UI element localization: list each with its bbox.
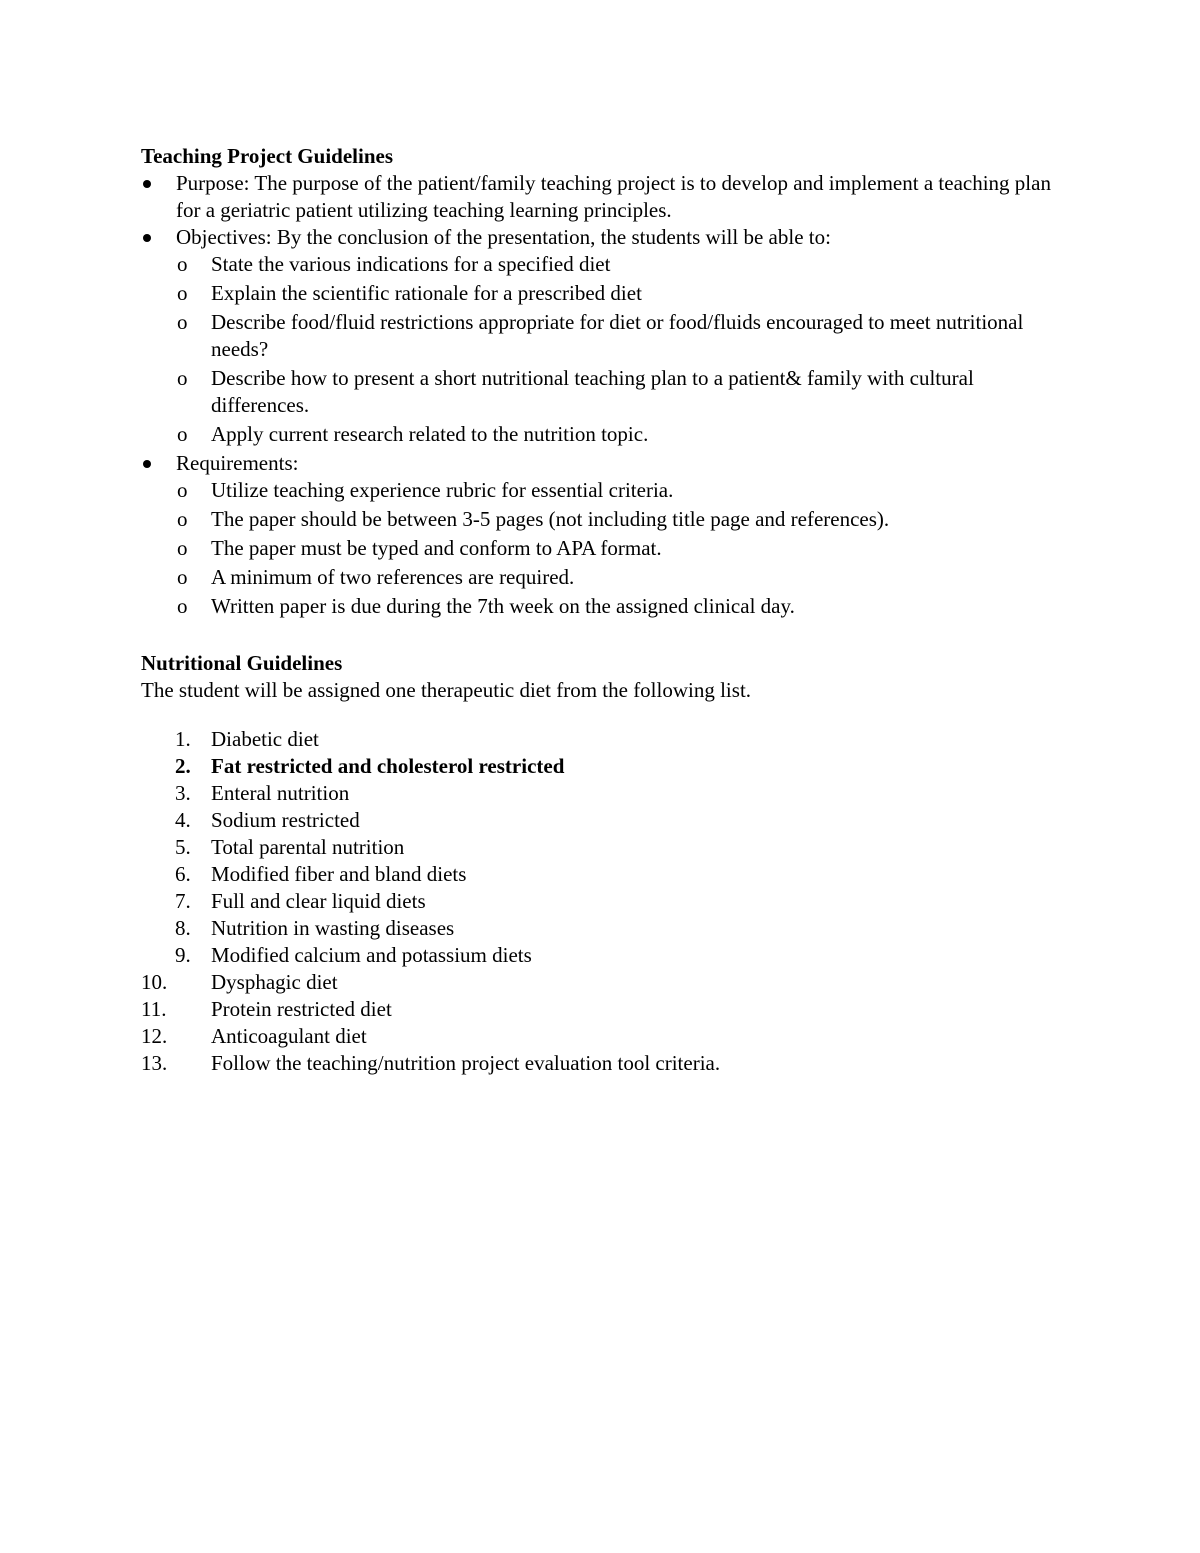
diet-item: 13. Follow the teaching/nutrition project evaluation tool criteria. xyxy=(141,1051,721,1075)
requirement-item: o The paper should be between 3-5 pages (not including title page and references). xyxy=(177,507,890,531)
objective-item: o Describe food/fluid restrictions appropriate for diet or food/fluids encouraged to meet nutritional needs? xyxy=(177,310,1024,361)
requirement-item: o Utilize teaching experience rubric for essential criteria. xyxy=(177,478,674,502)
objective-item: o State the various indications for a specified diet xyxy=(177,252,611,276)
diet-item: 12. Anticoagulant diet xyxy=(141,1024,367,1048)
diet-list xyxy=(141,726,1071,1077)
sub-bullet-marker: o xyxy=(177,478,188,502)
bullet-dot-icon xyxy=(143,234,151,242)
requirement-item: o A minimum of two references are required. xyxy=(177,565,575,589)
sub-bullet-marker: o xyxy=(177,252,188,276)
purpose-text: Purpose: The purpose of the patient/family teaching project is to develop and implement a teaching plan for a geriatric patient utilizing teaching learning principles. xyxy=(176,171,1051,222)
list-spacer xyxy=(141,704,1071,726)
diet-item: 7. Full and clear liquid diets xyxy=(175,889,426,913)
sub-bullet-marker: o xyxy=(177,507,188,531)
requirements-list xyxy=(176,477,1071,620)
diet-item: 1. Diabetic diet xyxy=(175,727,319,751)
bullet-requirements xyxy=(141,450,1071,620)
objectives-list xyxy=(176,251,1071,448)
diet-item: 8. Nutrition in wasting diseases xyxy=(175,916,455,940)
bullet-objectives xyxy=(141,224,1071,448)
sub-bullet-marker: o xyxy=(177,366,188,390)
bullet-purpose xyxy=(141,170,1071,224)
requirements-text: Requirements: xyxy=(176,451,299,475)
objectives-text: Objectives: By the conclusion of the presentation, the students will be able to: xyxy=(176,225,831,249)
requirement-item: o The paper must be typed and conform to APA format. xyxy=(177,536,662,560)
nutrition-intro: The student will be assigned one therapeutic diet from the following list. xyxy=(141,678,752,702)
teaching-bullet-list xyxy=(141,170,1071,620)
sub-bullet-marker: o xyxy=(177,281,188,305)
sub-bullet-marker: o xyxy=(177,565,188,589)
diet-item: 6. Modified fiber and bland diets xyxy=(175,862,467,886)
objective-item: o Explain the scientific rationale for a prescribed diet xyxy=(177,281,642,305)
document-page xyxy=(141,143,1071,1077)
sub-bullet-marker: o xyxy=(177,594,188,618)
diet-item: 5. Total parental nutrition xyxy=(175,835,405,859)
bullet-dot-icon xyxy=(143,180,151,188)
requirement-item: o Written paper is due during the 7th week on the assigned clinical day. xyxy=(177,594,795,618)
objective-item: o Describe how to present a short nutritional teaching plan to a patient& family with cultural differences. xyxy=(177,366,974,417)
nutritional-guidelines-title: Nutritional Guidelines xyxy=(141,651,343,675)
diet-item: 10. Dysphagic diet xyxy=(141,970,338,994)
teaching-guidelines-title: Teaching Project Guidelines xyxy=(141,144,393,168)
bullet-dot-icon xyxy=(143,460,151,468)
diet-item-highlighted: 2. Fat restricted and cholesterol restricted xyxy=(175,754,565,778)
objective-item: o Apply current research related to the nutrition topic. xyxy=(177,422,649,446)
sub-bullet-marker: o xyxy=(177,310,188,334)
diet-item: 11. Protein restricted diet xyxy=(141,997,392,1021)
diet-item: 4. Sodium restricted xyxy=(175,808,360,832)
sub-bullet-marker: o xyxy=(177,536,188,560)
section-spacer xyxy=(141,622,1071,650)
diet-item: 3. Enteral nutrition xyxy=(175,781,350,805)
diet-item: 9. Modified calcium and potassium diets xyxy=(175,943,532,967)
sub-bullet-marker: o xyxy=(177,422,188,446)
